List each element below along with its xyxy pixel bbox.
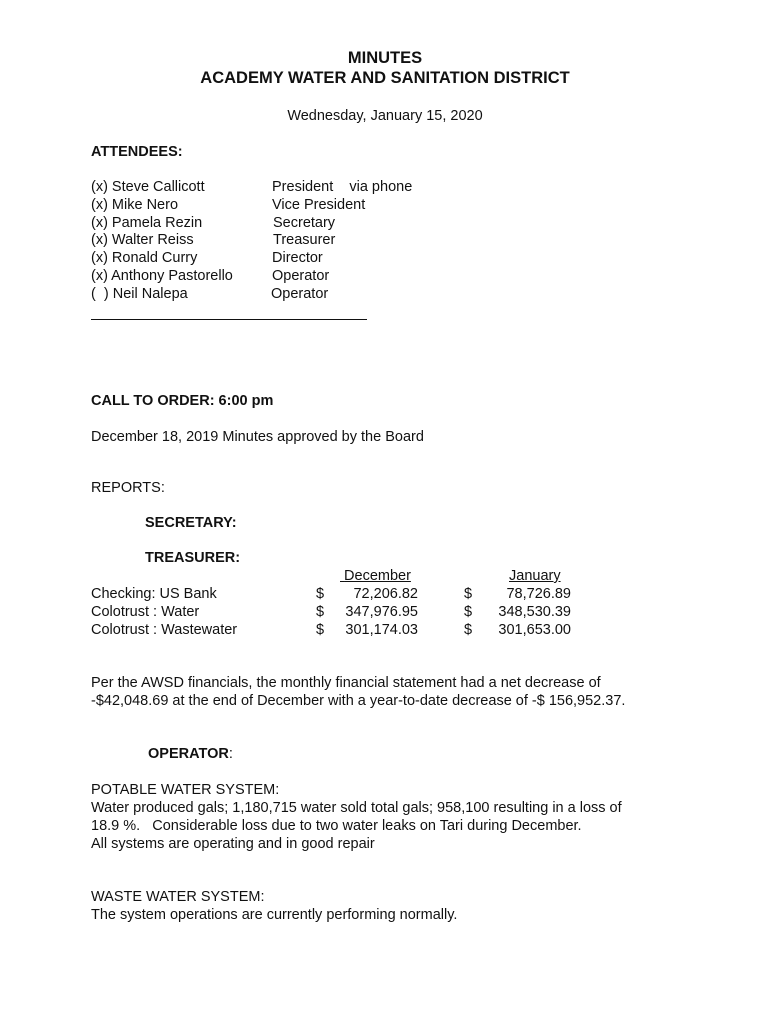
column-header-january: January [509, 568, 561, 584]
reports-heading: REPORTS: [91, 480, 165, 496]
call-to-order: CALL TO ORDER: 6:00 pm [91, 393, 274, 409]
january-amount: 301,653.00 [498, 622, 571, 638]
treasurer-heading: TREASURER: [145, 550, 241, 566]
currency-symbol: $ [316, 604, 325, 620]
attendee-role: Operator [272, 268, 330, 284]
currency-symbol: $ [316, 622, 325, 638]
attendees-heading: ATTENDEES: [91, 144, 183, 160]
meeting-date: Wednesday, January 15, 2020 [287, 108, 483, 124]
attendee-role: Secretary [273, 215, 336, 231]
currency-symbol: $ [316, 586, 325, 602]
potable-water-text: Water produced gals; 1,180,715 water sold total gals; 958,100 resulting in a loss of [91, 800, 622, 816]
attendee-name: (x) Anthony Pastorello [91, 268, 233, 284]
potable-water-text: 18.9 %. Considerable loss due to two water leaks on Tari during December. [91, 818, 582, 834]
minutes-approved: December 18, 2019 Minutes approved by the Board [91, 429, 424, 445]
divider-line [91, 319, 367, 320]
operator-heading: OPERATOR: [148, 746, 233, 762]
attendee-role: President via phone [272, 179, 413, 195]
secretary-heading: SECRETARY: [145, 515, 237, 531]
december-amount: 347,976.95 [345, 604, 418, 620]
document-title: MINUTES [347, 49, 423, 67]
attendee-role: Vice President [272, 197, 366, 213]
potable-water-text: All systems are operating and in good repair [91, 836, 375, 852]
account-name: Checking: US Bank [91, 586, 217, 602]
potable-water-heading: POTABLE WATER SYSTEM: [91, 782, 280, 798]
waste-water-text: The system operations are currently performing normally. [91, 907, 458, 923]
currency-symbol: $ [464, 586, 473, 602]
waste-water-heading: WASTE WATER SYSTEM: [91, 889, 265, 905]
attendee-name: (x) Steve Callicott [91, 179, 205, 195]
account-name: Colotrust : Wastewater [91, 622, 238, 638]
currency-symbol: $ [464, 622, 473, 638]
attendee-name: (x) Ronald Curry [91, 250, 198, 266]
attendee-name: ( ) Neil Nalepa [91, 286, 188, 302]
attendee-role: Operator [271, 286, 329, 302]
account-name: Colotrust : Water [91, 604, 200, 620]
financial-note: -$42,048.69 at the end of December with a year-to-date decrease of -$ 156,952.37. [91, 693, 626, 709]
january-amount: 348,530.39 [498, 604, 571, 620]
financial-note: Per the AWSD financials, the monthly financial statement had a net decrease of [91, 675, 601, 691]
currency-symbol: $ [464, 604, 473, 620]
december-amount: 72,206.82 [353, 586, 418, 602]
attendee-name: (x) Walter Reiss [91, 232, 194, 248]
january-amount: 78,726.89 [506, 586, 571, 602]
attendee-name: (x) Mike Nero [91, 197, 179, 213]
attendee-name: (x) Pamela Rezin [91, 215, 203, 231]
december-amount: 301,174.03 [345, 622, 418, 638]
attendee-role: Treasurer [273, 232, 336, 248]
attendee-role: Director [272, 250, 323, 266]
organization-name: ACADEMY WATER AND SANITATION DISTRICT [200, 69, 570, 87]
column-header-december: December [344, 568, 411, 584]
